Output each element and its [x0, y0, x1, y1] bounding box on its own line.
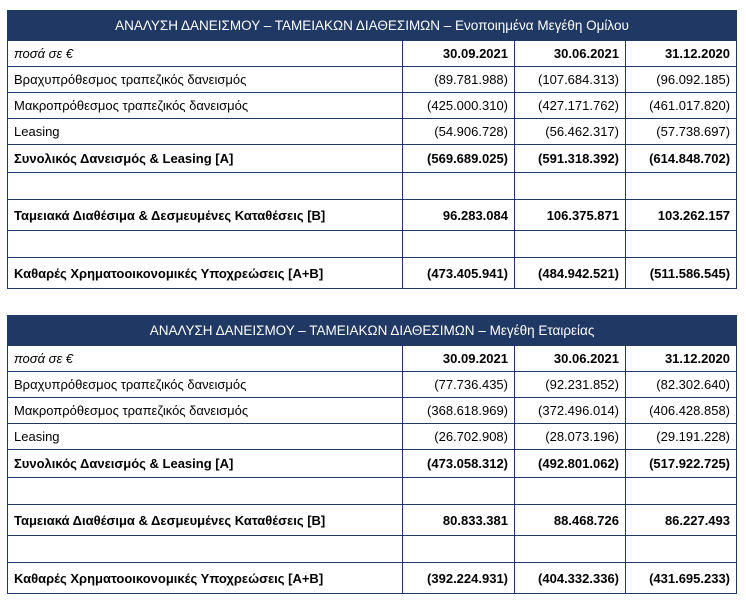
cell-value: (569.689.025) — [403, 145, 515, 173]
cell-value: 103.262.157 — [626, 200, 737, 231]
cell-value: (368.618.969) — [403, 398, 515, 424]
cell-value: (461.017.820) — [626, 93, 737, 119]
company-debt-table — [7, 315, 737, 594]
cell-value: (425.000.310) — [403, 93, 515, 119]
cell-value: (392.224.931) — [403, 563, 515, 594]
table-row-total — [8, 200, 737, 231]
table-row-total — [8, 505, 737, 536]
column-header: 31.12.2020 — [626, 346, 737, 372]
column-header: 30.06.2021 — [515, 41, 626, 67]
cell-value: (29.191.228) — [626, 424, 737, 450]
table-title: ΑΝΑΛΥΣΗ ΔΑΝΕΙΣΜΟΥ – ΤΑΜΕΙΑΚΩΝ ΔΙΑΘΕΣΙΜΩΝ – Ενοποιημένα Μεγέθη Ομίλου — [8, 11, 737, 41]
cell-value: 106.375.871 — [515, 200, 626, 231]
row-label: Συνολικός Δανεισμός & Leasing [A] — [8, 450, 403, 478]
cell-value: (96.092.185) — [626, 67, 737, 93]
row-label: Μακροπρόθεσμος τραπεζικός δανεισμός — [8, 93, 403, 119]
table-row-total — [8, 450, 737, 478]
group-debt-table — [7, 10, 737, 289]
table-row — [8, 93, 737, 119]
cell-value: (431.695.233) — [626, 563, 737, 594]
table-row — [8, 119, 737, 145]
cell-value: (492.801.062) — [515, 450, 626, 478]
row-label: Ταμειακά Διαθέσιμα & Δεσμευμένες Καταθέσεις [B] — [8, 505, 403, 536]
cell-value: (484.942.521) — [515, 258, 626, 289]
cell-value: (107.684.313) — [515, 67, 626, 93]
cell-value: (517.922.725) — [626, 450, 737, 478]
column-header: 30.09.2021 — [403, 41, 515, 67]
unit-label: ποσά σε € — [8, 41, 403, 67]
unit-label: ποσά σε € — [8, 346, 403, 372]
cell-value: (82.302.640) — [626, 372, 737, 398]
blank-row — [8, 478, 737, 505]
table-row — [8, 372, 737, 398]
cell-value: (89.781.988) — [403, 67, 515, 93]
cell-value: (614.848.702) — [626, 145, 737, 173]
cell-value: (28.073.196) — [515, 424, 626, 450]
cell-value: (57.738.697) — [626, 119, 737, 145]
cell-value: (511.586.545) — [626, 258, 737, 289]
cell-value: 96.283.084 — [403, 200, 515, 231]
cell-value: (473.058.312) — [403, 450, 515, 478]
cell-value: (473.405.941) — [403, 258, 515, 289]
cell-value: (372.496.014) — [515, 398, 626, 424]
cell-value: (591.318.392) — [515, 145, 626, 173]
column-header: 31.12.2020 — [626, 41, 737, 67]
cell-value: (427.171.762) — [515, 93, 626, 119]
row-label: Μακροπρόθεσμος τραπεζικός δανεισμός — [8, 398, 403, 424]
cell-value: (26.702.908) — [403, 424, 515, 450]
cell-value: 86.227.493 — [626, 505, 737, 536]
cell-value: 88.468.726 — [515, 505, 626, 536]
column-header: 30.06.2021 — [515, 346, 626, 372]
blank-row — [8, 536, 737, 563]
blank-row — [8, 173, 737, 200]
table-row-total — [8, 258, 737, 289]
row-label: Ταμειακά Διαθέσιμα & Δεσμευμένες Καταθέσεις [B] — [8, 200, 403, 231]
table-row — [8, 398, 737, 424]
cell-value: (77.736.435) — [403, 372, 515, 398]
table-row — [8, 67, 737, 93]
cell-value: (406.428.858) — [626, 398, 737, 424]
table-row-total — [8, 563, 737, 594]
cell-value: 80.833.381 — [403, 505, 515, 536]
table-title: ΑΝΑΛΥΣΗ ΔΑΝΕΙΣΜΟΥ – ΤΑΜΕΙΑΚΩΝ ΔΙΑΘΕΣΙΜΩΝ – Μεγέθη Εταιρείας — [8, 316, 737, 346]
row-label: Leasing — [8, 119, 403, 145]
row-label: Βραχυπρόθεσμος τραπεζικός δανεισμός — [8, 67, 403, 93]
blank-row — [8, 231, 737, 258]
column-header: 30.09.2021 — [403, 346, 515, 372]
row-label: Βραχυπρόθεσμος τραπεζικός δανεισμός — [8, 372, 403, 398]
cell-value: (56.462.317) — [515, 119, 626, 145]
cell-value: (404.332.336) — [515, 563, 626, 594]
cell-value: (54.906.728) — [403, 119, 515, 145]
row-label: Καθαρές Χρηματοοικονομικές Υποχρεώσεις [A+B] — [8, 563, 403, 594]
row-label: Συνολικός Δανεισμός & Leasing [A] — [8, 145, 403, 173]
cell-value: (92.231.852) — [515, 372, 626, 398]
table-row — [8, 424, 737, 450]
row-label: Leasing — [8, 424, 403, 450]
table-row-total — [8, 145, 737, 173]
row-label: Καθαρές Χρηματοοικονομικές Υποχρεώσεις [A+B] — [8, 258, 403, 289]
